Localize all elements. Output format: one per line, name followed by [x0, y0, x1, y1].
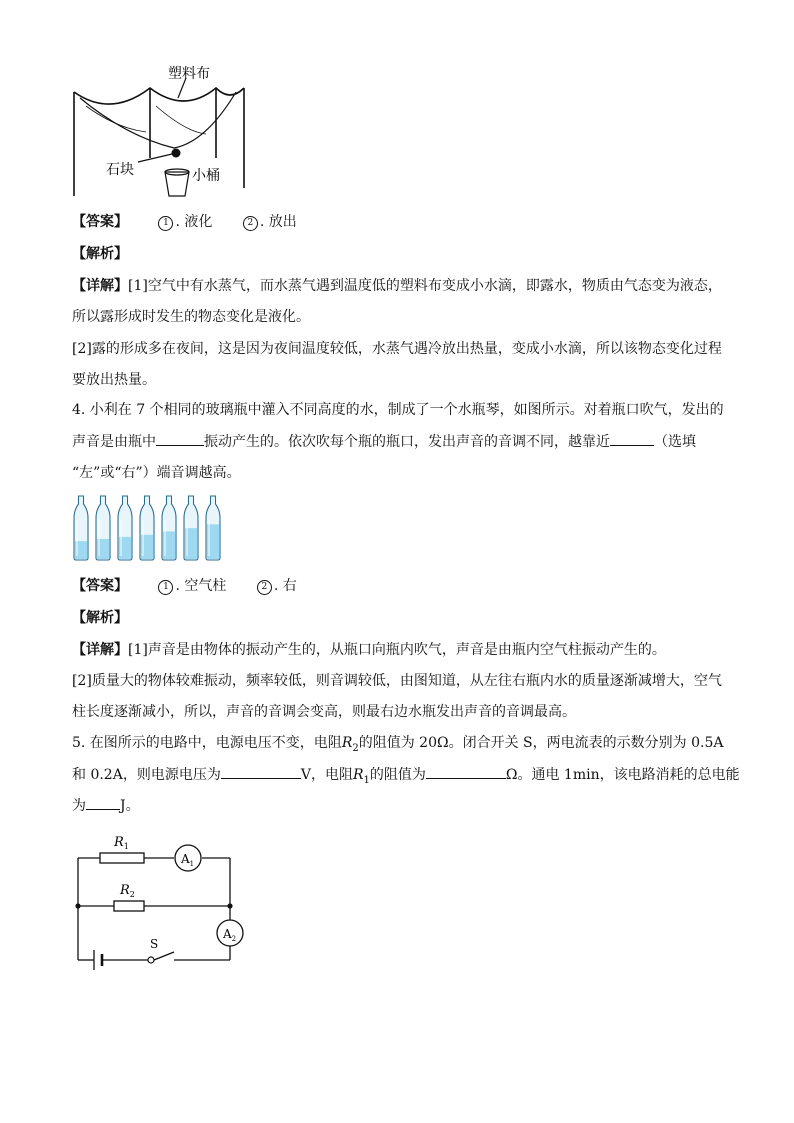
bottle-3	[118, 496, 132, 560]
bottle-outline	[184, 496, 198, 560]
circuit-diagram	[70, 828, 250, 973]
bottle-4	[140, 496, 154, 560]
switch-label: S	[150, 937, 159, 951]
r2-label: $R_2$	[120, 883, 135, 899]
resistor-r1	[100, 853, 144, 863]
bottle-5	[162, 496, 176, 560]
q4-analysis-heading: 【解析】	[72, 610, 128, 626]
answer-blank[interactable]	[610, 431, 654, 446]
q3-detail-line-1: 【详解】[1]空气中有水蒸气，而水蒸气遇到温度低的塑料布变成小水滴，即露水，物质由气态变为液态，	[72, 278, 722, 294]
q5-stem-line-2: 和 0.2A，则电源电压为 V，电阻$R_1$的阻值为 Ω。通电 1min，该电路消耗的总电能	[72, 764, 740, 791]
q4-answer: 【答案】 1 . 空气柱 2 . 右	[72, 578, 297, 594]
bottle-2	[96, 496, 110, 560]
answer-blank[interactable]	[156, 431, 204, 446]
label-plastic-cloth: 塑料布	[168, 66, 210, 82]
q3-detail-line-2: 所以露形成时发生的物态变化是液化。	[72, 309, 310, 325]
q4-stem-line-3: “左”或“右”）端音调越高。	[72, 465, 241, 481]
bottle-7	[206, 496, 220, 560]
junction-dot	[227, 903, 232, 908]
q4-stem-line-1: 4. 小利在 7 个相同的玻璃瓶中灌入不同高度的水，制成了一个水瓶琴，如图所示。对着瓶口吹气，发出的	[72, 402, 724, 418]
bottle-outline	[140, 496, 154, 560]
q3-analysis-heading: 【解析】	[72, 246, 128, 262]
q4-detail-line-1: 【详解】[1]声音是由物体的振动产生的，从瓶口向瓶内吹气，声音是由瓶内空气柱振动产生的。	[72, 642, 666, 658]
answer-blank[interactable]	[426, 764, 506, 779]
q3-answer: 【答案】 1 . 液化 2 . 放出	[72, 214, 297, 230]
label-bucket: 小桶	[192, 168, 220, 184]
q5-stem-line-1: 5. 在图所示的电路中，电源电压不变，电阻$R_2$的阻值为 20Ω。闭合开关 S，两电流表的示数分别为 0.5A	[72, 735, 724, 754]
resistor-r2	[114, 901, 144, 911]
label-stone: 石块	[106, 162, 134, 178]
q5-stem-line-3: 为 J。	[72, 795, 140, 816]
bottle-6	[184, 496, 198, 560]
tarp-figure	[66, 58, 256, 200]
bottle-outline	[162, 496, 176, 560]
answer-blank[interactable]	[221, 764, 301, 779]
q3-detail-line-3: [2]露的形成多在夜间，这是因为夜间温度较低，水蒸气遇冷放出热量，变成小水滴，所以该物态变化过程	[72, 341, 722, 357]
bottle-outline	[74, 496, 88, 560]
q4-detail-line-2: [2]质量大的物体较难振动，频率较低，则音调较低，由图知道，从左往右瓶内水的质量逐渐减增大，空气	[72, 673, 722, 689]
bottle-outline	[206, 496, 220, 560]
bottle-1	[74, 496, 88, 560]
a1-label: $A_1$	[181, 852, 195, 868]
r1-label: $R_1$	[114, 835, 129, 851]
switch-contact	[148, 957, 154, 963]
answer-blank[interactable]	[86, 795, 120, 810]
q3-detail-line-4: 要放出热量。	[72, 372, 156, 388]
a2-label: $A_2$	[223, 927, 237, 943]
bottle-outline	[96, 496, 110, 560]
q4-stem-line-2: 声音是由瓶中 振动产生的。依次吹每个瓶的瓶口，发出声音的音调不同，越靠近 （选填	[72, 431, 696, 452]
water-bottles-figure	[70, 494, 230, 564]
bottle-outline	[118, 496, 132, 560]
junction-dot	[75, 903, 80, 908]
q4-detail-line-3: 柱长度逐渐减小，所以，声音的音调会变高，则最右边水瓶发出声音的音调最高。	[72, 704, 576, 720]
